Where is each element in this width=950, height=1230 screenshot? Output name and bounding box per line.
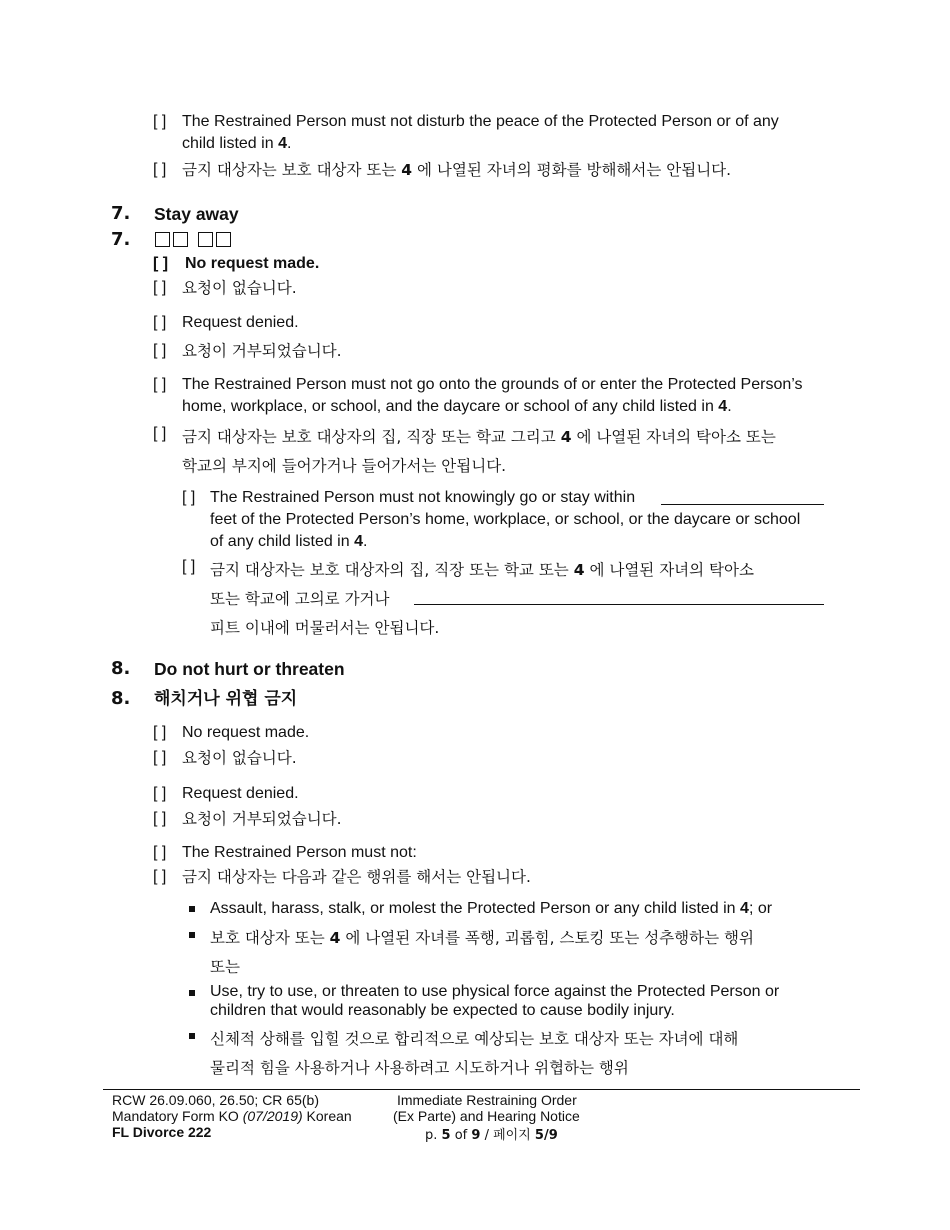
s7-denied-en: Request denied.: [182, 314, 299, 331]
s8-denied-ko: 요청이 거부되었습니다.: [182, 810, 342, 828]
s7-grounds-ko: 금지 대상자는 보호 대상자의 집, 직장 또는 학교 그리고 4 에 나열된 자녀의 탁아소 또는 학교의 부지에 들어가거나 들어가서는 안됩니다.: [182, 428, 776, 475]
s7-no-request-en: No request made.: [185, 255, 320, 272]
checkbox-s8-no-request-ko[interactable]: [ ]: [153, 749, 167, 766]
s7-no-request-ko: 요청이 없습니다.: [182, 279, 297, 297]
footer-rcw: RCW 26.09.060, 26.50; CR 65(b): [112, 1092, 319, 1108]
s8-bullet-1-en: Assault, harass, stalk, or molest the Protected Person or any child listed in 4; or: [210, 900, 773, 917]
checkbox-s7-distance-ko[interactable]: [ ]: [182, 558, 196, 575]
section-8-number: 8.: [111, 658, 131, 679]
bullet-marker: [189, 1033, 195, 1039]
checkbox-s7-grounds-ko[interactable]: [ ]: [153, 425, 167, 442]
s7-grounds-en: The Restrained Person must not go onto the grounds of or enter the Protected Person’s home, workplace, or school, and the daycare or school of any child listed in 4.: [182, 376, 803, 415]
bullet-marker: [189, 906, 195, 912]
section-7-title-en: Stay away: [154, 204, 239, 224]
footer-page-number: p. 5 of 9 / 페이지 5/9: [425, 1128, 558, 1143]
disturb-text-ko: 금지 대상자는 보호 대상자 또는 4 에 나열된 자녀의 평화를 방해해서는 안됩니다.: [182, 161, 732, 179]
distance-blank-en[interactable]: [661, 504, 824, 505]
bullet-marker: [189, 932, 195, 938]
checkbox-s7-denied-ko[interactable]: [ ]: [153, 342, 167, 359]
s7-denied-ko: 요청이 거부되었습니다.: [182, 342, 342, 360]
checkbox-s7-grounds-en[interactable]: [ ]: [153, 376, 167, 393]
s7-distance-en: The Restrained Person must not knowingly go or stay within feet of the Protected Person’s home, workplace, or school, or the daycare or school of any child listed in 4.: [210, 489, 801, 550]
s8-must-not-ko: 금지 대상자는 다음과 같은 행위를 해서는 안됩니다.: [182, 868, 531, 886]
checkbox-disturb-en[interactable]: [ ]: [153, 113, 167, 130]
checkbox-s7-distance-en[interactable]: [ ]: [182, 489, 196, 506]
checkbox-s8-must-not-en[interactable]: [ ]: [153, 844, 167, 861]
s8-bullet-2-ko: 신체적 상해를 입힐 것으로 합리적으로 예상되는 보호 대상자 또는 자녀에 대해 물리적 힘을 사용하거나 사용하려고 시도하거나 위협하는 행위: [210, 1030, 739, 1077]
section-7-number: 7.: [111, 203, 131, 224]
footer-rule: [103, 1089, 860, 1090]
checkbox-s8-denied-ko[interactable]: [ ]: [153, 810, 167, 827]
section-8-title-en: Do not hurt or threaten: [154, 659, 345, 679]
checkbox-s7-no-request-en[interactable]: [ ]: [153, 255, 169, 272]
footer-doc-subtitle: (Ex Parte) and Hearing Notice: [393, 1108, 580, 1124]
footer-form-id: Mandatory Form KO (07/2019) Korean: [112, 1108, 352, 1124]
checkbox-disturb-ko[interactable]: [ ]: [153, 161, 167, 178]
footer-doc-title: Immediate Restraining Order: [397, 1092, 577, 1108]
section-8-title-ko: 해치거나 위협 금지: [154, 689, 298, 709]
s8-denied-en: Request denied.: [182, 785, 299, 802]
checkbox-s8-no-request-en[interactable]: [ ]: [153, 724, 167, 741]
footer-form-code: FL Divorce 222: [112, 1124, 212, 1140]
s8-no-request-en: No request made.: [182, 724, 310, 741]
s7-distance-ko: 금지 대상자는 보호 대상자의 집, 직장 또는 학교 또는 4 에 나열된 자녀의 탁아소 또는 학교에 고의로 가거나 피트 이내에 머물러서는 안됩니다.: [210, 561, 754, 637]
section-8-number-ko: 8.: [111, 688, 131, 709]
section-7-number-ko: 7.: [111, 229, 131, 250]
s8-must-not-en: The Restrained Person must not:: [182, 844, 417, 861]
s8-bullet-2-en: Use, try to use, or threaten to use physical force against the Protected Person or children that would reasonably be expected to cause bodily injury.: [210, 983, 780, 1019]
bullet-marker: [189, 990, 195, 996]
checkbox-s8-must-not-ko[interactable]: [ ]: [153, 868, 167, 885]
s8-bullet-1-ko: 보호 대상자 또는 4 에 나열된 자녀를 폭행, 괴롭힘, 스토킹 또는 성추행하는 행위 또는: [210, 929, 754, 976]
disturb-text-en: The Restrained Person must not disturb the peace of the Protected Person or of any child listed in 4.: [182, 113, 779, 152]
checkbox-s8-denied-en[interactable]: [ ]: [153, 785, 167, 802]
s8-no-request-ko: 요청이 없습니다.: [182, 749, 297, 767]
distance-blank-ko[interactable]: [414, 604, 824, 605]
section-7-title-ko-missing-glyphs: [155, 232, 234, 250]
checkbox-s7-no-request-ko[interactable]: [ ]: [153, 279, 167, 296]
checkbox-s7-denied-en[interactable]: [ ]: [153, 314, 167, 331]
